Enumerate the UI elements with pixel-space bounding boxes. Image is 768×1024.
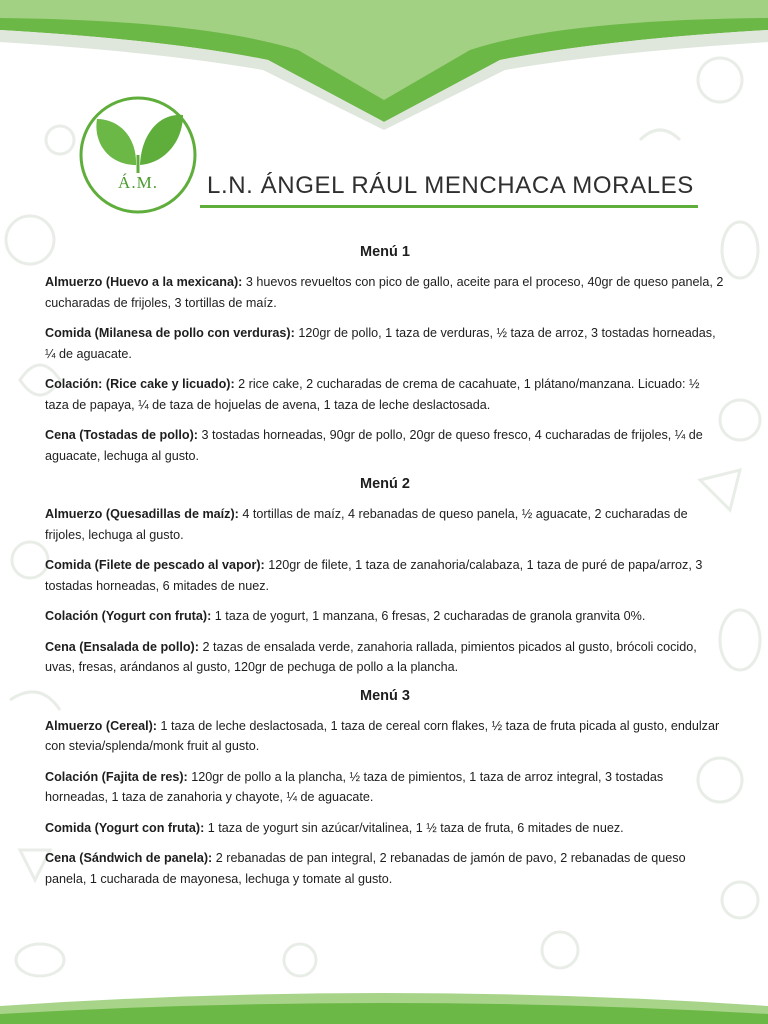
meal-item bbox=[45, 425, 725, 466]
meal-text: 120gr de pollo, 1 taza de verduras, ½ taza de arroz, 3 tostadas horneadas, ¼ de aguacate. bbox=[45, 326, 716, 361]
meal-item bbox=[45, 716, 725, 757]
menu-title: Menú 1 bbox=[360, 244, 410, 260]
logo bbox=[79, 93, 197, 217]
meal-text: 2 rebanadas de pan integral, 2 rebanadas de jamón de pavo, 2 rebanadas de queso panela, 1 cucharada de mayonesa, lechuga y tomate al gusto. bbox=[45, 851, 686, 886]
meal-label: Colación: (Rice cake y licuado): bbox=[45, 377, 235, 391]
meal-label: Comida (Filete de pescado al vapor): bbox=[45, 558, 265, 572]
meal-item bbox=[45, 848, 725, 889]
meal-label: Comida (Yogurt con fruta): bbox=[45, 820, 205, 835]
meal-item bbox=[45, 606, 725, 627]
nutritionist-name: L.N. ÁNGEL RÁUL MENCHACA MORALES bbox=[207, 172, 694, 199]
leaf-logo-icon bbox=[79, 93, 197, 217]
meal-label: Cena (Tostadas de pollo): bbox=[45, 428, 199, 442]
meal-item bbox=[45, 767, 725, 808]
meal-item bbox=[45, 637, 725, 678]
menu-2 bbox=[45, 476, 725, 678]
meal-text: 3 tostadas horneadas, 90gr de pollo, 20gr de queso fresco, 4 cucharadas de frijoles, ¼ de aguacate, lechuga al gusto. bbox=[45, 428, 703, 463]
meal-item bbox=[45, 374, 725, 415]
menu-3 bbox=[45, 688, 725, 890]
meal-text: 2 tazas de ensalada verde, zanahoria rallada, pimientos picados al gusto, brócoli cocido, uvas, fresas, arándanos al gusto, 120gr de pechuga de pollo a la plancha. bbox=[45, 639, 697, 674]
meal-label: Comida (Milanesa de pollo con verduras): bbox=[45, 326, 295, 340]
meal-item bbox=[45, 555, 725, 596]
header-divider bbox=[200, 205, 698, 208]
meal-text: 120gr de pollo a la plancha, ½ taza de pimientos, 1 taza de arroz integral, 3 tostadas horneadas, 1 taza de zanahoria y chayote, ¼ de aguacate. bbox=[45, 769, 664, 804]
meal-label: Colación (Fajita de res): bbox=[45, 769, 188, 784]
meal-label: Cena (Sándwich de panela): bbox=[45, 851, 213, 865]
meal-item bbox=[45, 818, 725, 839]
meal-text: 1 taza de yogurt sin azúcar/vitalinea, 1 ½ taza de fruta, 6 mitades de nuez. bbox=[204, 820, 624, 835]
meal-item bbox=[45, 323, 725, 364]
meal-item bbox=[45, 272, 725, 313]
menu-content bbox=[45, 244, 725, 899]
meal-label: Colación (Yogurt con fruta): bbox=[45, 609, 212, 623]
meal-text: 4 tortillas de maíz, 4 rebanadas de queso panela, ½ aguacate, 2 cucharadas de frijoles, lechuga al gusto. bbox=[45, 507, 688, 542]
meal-text: 1 taza de leche deslactosada, 1 taza de cereal corn flakes, ½ taza de fruta picada al gusto, endulzar con stevia/splenda/monk fruit al gusto. bbox=[45, 718, 720, 753]
meal-text: 3 huevos revueltos con pico de gallo, aceite para el proceso, 40gr de queso panela, 2 cucharadas de frijoles, 3 tortillas de maíz. bbox=[45, 275, 724, 310]
menu-title: Menú 2 bbox=[360, 476, 410, 492]
meal-label: Almuerzo (Quesadillas de maíz): bbox=[45, 507, 239, 521]
meal-text: 2 rice cake, 2 cucharadas de crema de cacahuate, 1 plátano/manzana. Licuado: ½ taza de papaya, ¼ de taza de hojuelas de avena, 1 taza de leche deslactosada. bbox=[45, 377, 700, 412]
meal-label: Almuerzo (Huevo a la mexicana): bbox=[45, 275, 243, 289]
menu-title: Menú 3 bbox=[360, 687, 410, 704]
logo-initials: Á.M. bbox=[118, 173, 158, 192]
meal-text: 1 taza de yogurt, 1 manzana, 6 fresas, 2 cucharadas de granola granvita 0%. bbox=[211, 609, 646, 623]
bottom-green-wave bbox=[0, 984, 768, 1024]
meal-label: Cena (Ensalada de pollo): bbox=[45, 639, 199, 654]
meal-item bbox=[45, 504, 725, 545]
meal-label: Almuerzo (Cereal): bbox=[45, 718, 157, 733]
menu-1 bbox=[45, 244, 725, 466]
meal-text: 120gr de filete, 1 taza de zanahoria/calabaza, 1 taza de puré de papa/arroz, 3 tostadas horneadas, 6 mitades de nuez. bbox=[45, 558, 703, 593]
